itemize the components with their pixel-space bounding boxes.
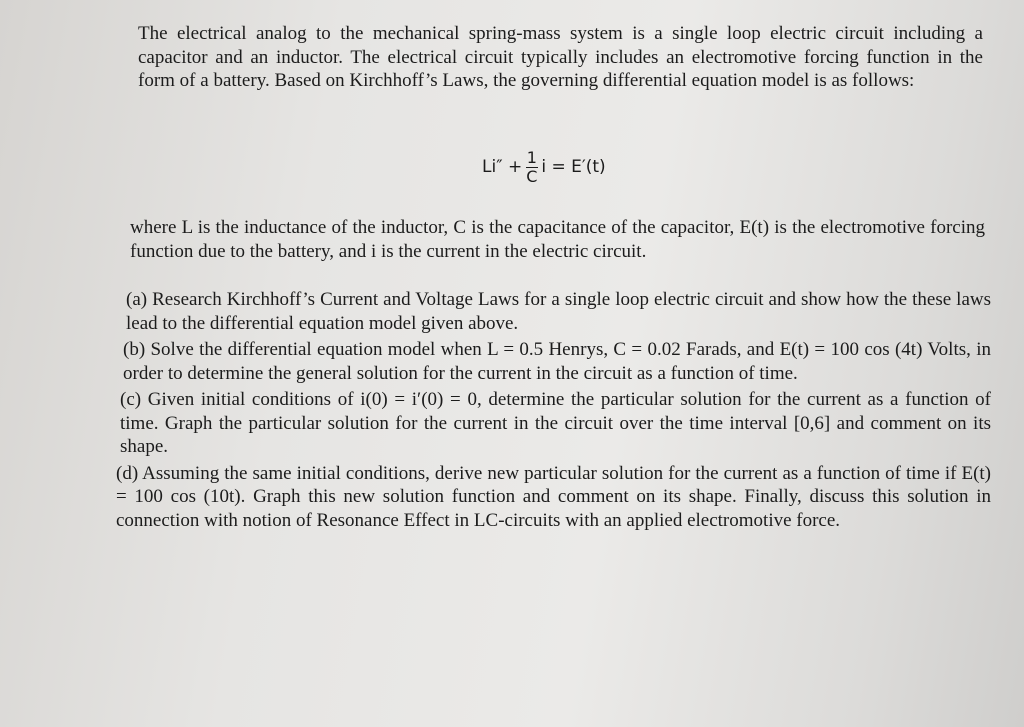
- question-parts: [116, 288, 991, 535]
- part-a: (a) Research Kirchhoff’s Current and Voltage Laws for a single loop electric circuit and show how the these laws lead to the differential equation model given above.: [126, 289, 991, 334]
- equation-fraction: [525, 149, 538, 186]
- equation-lhs: Li″ +: [482, 157, 523, 177]
- part-c: (c) Given initial conditions of i(0) = i′(0) = 0, determine the particular solution for the current as a function of time. Graph the particular solution for the current in the circuit over the time interval [0,6] and comment on its shape.: [120, 389, 991, 457]
- equation-rhs: i = E′(t): [541, 157, 606, 177]
- part-b: (b) Solve the differential equation model when L = 0.5 Henrys, C = 0.02 Farads, and E(t) = 100 cos (4t) Volts, in order to determine the general solution for the current in the circuit as a function of time.: [123, 339, 991, 384]
- intro-paragraph: The electrical analog to the mechanical spring-mass system is a single loop electric circuit including a capacitor and an inductor. The electrical circuit typically includes an electromotive forcing function in the form of a battery. Based on Kirchhoff’s Laws, the governing differential equation model is as follows:: [138, 23, 983, 91]
- part-d: (d) Assuming the same initial conditions, derive new particular solution for the current as a function of time if E(t) = 100 cos (10t). Graph this new solution function and comment on its shape. Finally, discuss this solution in connection with notion of Resonance Effect in LC-circuits with an applied electromotive force.: [116, 462, 991, 531]
- definitions-paragraph: where L is the inductance of the inductor, C is the capacitance of the capacitor, E(t) is the electromotive forcing function due to the battery, and i is the current in the electric circuit.: [130, 217, 985, 262]
- governing-equation: [482, 141, 606, 193]
- fraction-numerator: 1: [526, 147, 537, 167]
- fraction-denominator: C: [526, 166, 538, 186]
